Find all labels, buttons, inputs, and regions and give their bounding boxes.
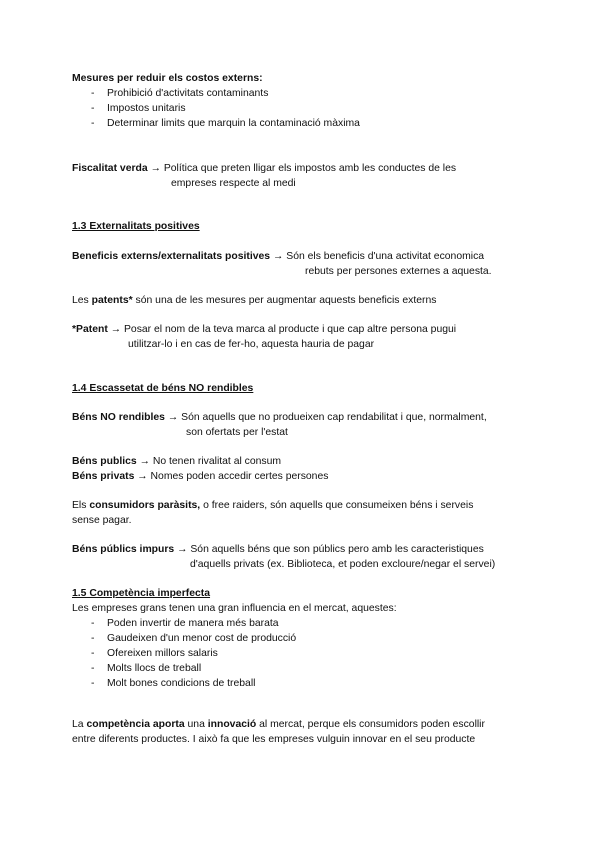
arrow-icon: → — [272, 251, 284, 262]
beneficis-term: Beneficis externs/externalitats positives — [72, 251, 271, 262]
text-fragment: al mercat, perque els consumidors poden escollir — [256, 719, 485, 730]
bens-privats-definition — [72, 469, 328, 484]
competencia-paragraph — [72, 717, 485, 732]
competencia-bold: competència aporta — [86, 719, 185, 730]
arrow-icon: → — [177, 544, 188, 555]
fiscalitat-line1: Política que preten lligar els impostos amb les conductes de les — [163, 163, 457, 174]
competencia-list — [91, 616, 296, 691]
costos-heading: Mesures per reduir els costos externs: — [72, 73, 263, 84]
fiscalitat-line2: empreses respecte al medi — [171, 178, 296, 189]
bens-publics-definition — [72, 454, 281, 469]
no-rendibles-line1: Són aquells que no produeixen cap rendabilitat i que, normalment, — [181, 412, 487, 423]
text-fragment: Les — [72, 295, 92, 306]
patent-definition — [72, 322, 456, 337]
patent-line1: Posar el nom de la teva marca al producte i que cap altre persona pugui — [123, 324, 457, 335]
consumidors-sentence — [72, 498, 473, 513]
patents-bold: patents* — [91, 295, 133, 306]
section-1-3-title: 1.3 Externalitats positives — [72, 221, 200, 232]
publics-impurs-line1: Són aquells béns que son públics pero amb les caracteristiques — [190, 544, 484, 555]
beneficis-line1: Són els beneficis d'una activitat economica — [286, 251, 485, 262]
text-fragment: o free raiders, són aquells que consumeixen béns i serveis — [200, 500, 474, 511]
bens-publics-text: No tenen rivalitat al consum — [152, 456, 282, 467]
list-item: - Impostos unitaris — [91, 101, 360, 116]
competencia-intro: Les empreses grans tenen una gran influencia en el mercat, aquestes: — [72, 603, 397, 614]
publics-impurs-definition — [72, 542, 484, 557]
no-rendibles-definition — [72, 410, 487, 425]
publics-impurs-term: Béns públics impurs — [72, 544, 175, 555]
no-rendibles-line2: son ofertats per l'estat — [186, 427, 288, 438]
text-fragment: La — [72, 719, 87, 730]
bens-privats-term: Béns privats — [72, 471, 135, 482]
consumidors-line2: sense pagar. — [72, 515, 132, 526]
section-1-5-title: 1.5 Competència imperfecta — [72, 588, 211, 599]
bens-privats-text: Nomes poden accedir certes persones — [150, 471, 329, 482]
costos-list — [91, 86, 360, 131]
text-fragment: són una de les mesures per augmentar aquests beneficis externs — [132, 295, 437, 306]
publics-impurs-line2: d'aquells privats (ex. Biblioteca, et poden excloure/negar el servei) — [190, 559, 496, 570]
list-item: - Molt bones condicions de treball — [91, 676, 296, 691]
arrow-icon: → — [167, 412, 179, 423]
no-rendibles-term: Béns NO rendibles — [72, 412, 165, 423]
patent-line2: utilitzar-lo i en cas de fer-ho, aquesta hauria de pagar — [128, 339, 375, 350]
consumidors-bold: consumidors paràsits, — [89, 500, 201, 511]
arrow-icon: → — [137, 471, 148, 482]
fiscalitat-definition — [72, 161, 456, 176]
fiscalitat-term: Fiscalitat verda — [72, 163, 148, 174]
patent-term: *Patent — [72, 324, 108, 335]
arrow-icon: → — [110, 324, 122, 335]
beneficis-line2: rebuts per persones externes a aquesta. — [305, 266, 492, 277]
list-item: - Prohibició d'activitats contaminants — [91, 86, 360, 101]
section-1-4-title: 1.4 Escassetat de béns NO rendibles — [72, 383, 254, 394]
bens-publics-term: Béns publics — [72, 456, 137, 467]
list-item: - Determinar limits que marquin la contaminació màxima — [91, 116, 360, 131]
list-item: - Poden invertir de manera més barata — [91, 616, 296, 631]
competencia-paragraph-line2: entre diferents productes. I això fa que les empreses vulguin innovar en el seu producte — [72, 734, 476, 745]
arrow-icon: → — [139, 456, 150, 467]
arrow-icon: → — [150, 163, 161, 174]
patents-sentence — [72, 293, 436, 308]
list-item: - Molts llocs de treball — [91, 661, 296, 676]
text-fragment: Els — [72, 500, 90, 511]
beneficis-definition — [72, 249, 484, 264]
list-item: - Ofereixen millors salaris — [91, 646, 296, 661]
list-item: - Gaudeixen d'un menor cost de producció — [91, 631, 296, 646]
innovacio-bold: innovació — [207, 719, 257, 730]
text-fragment: una — [184, 719, 208, 730]
